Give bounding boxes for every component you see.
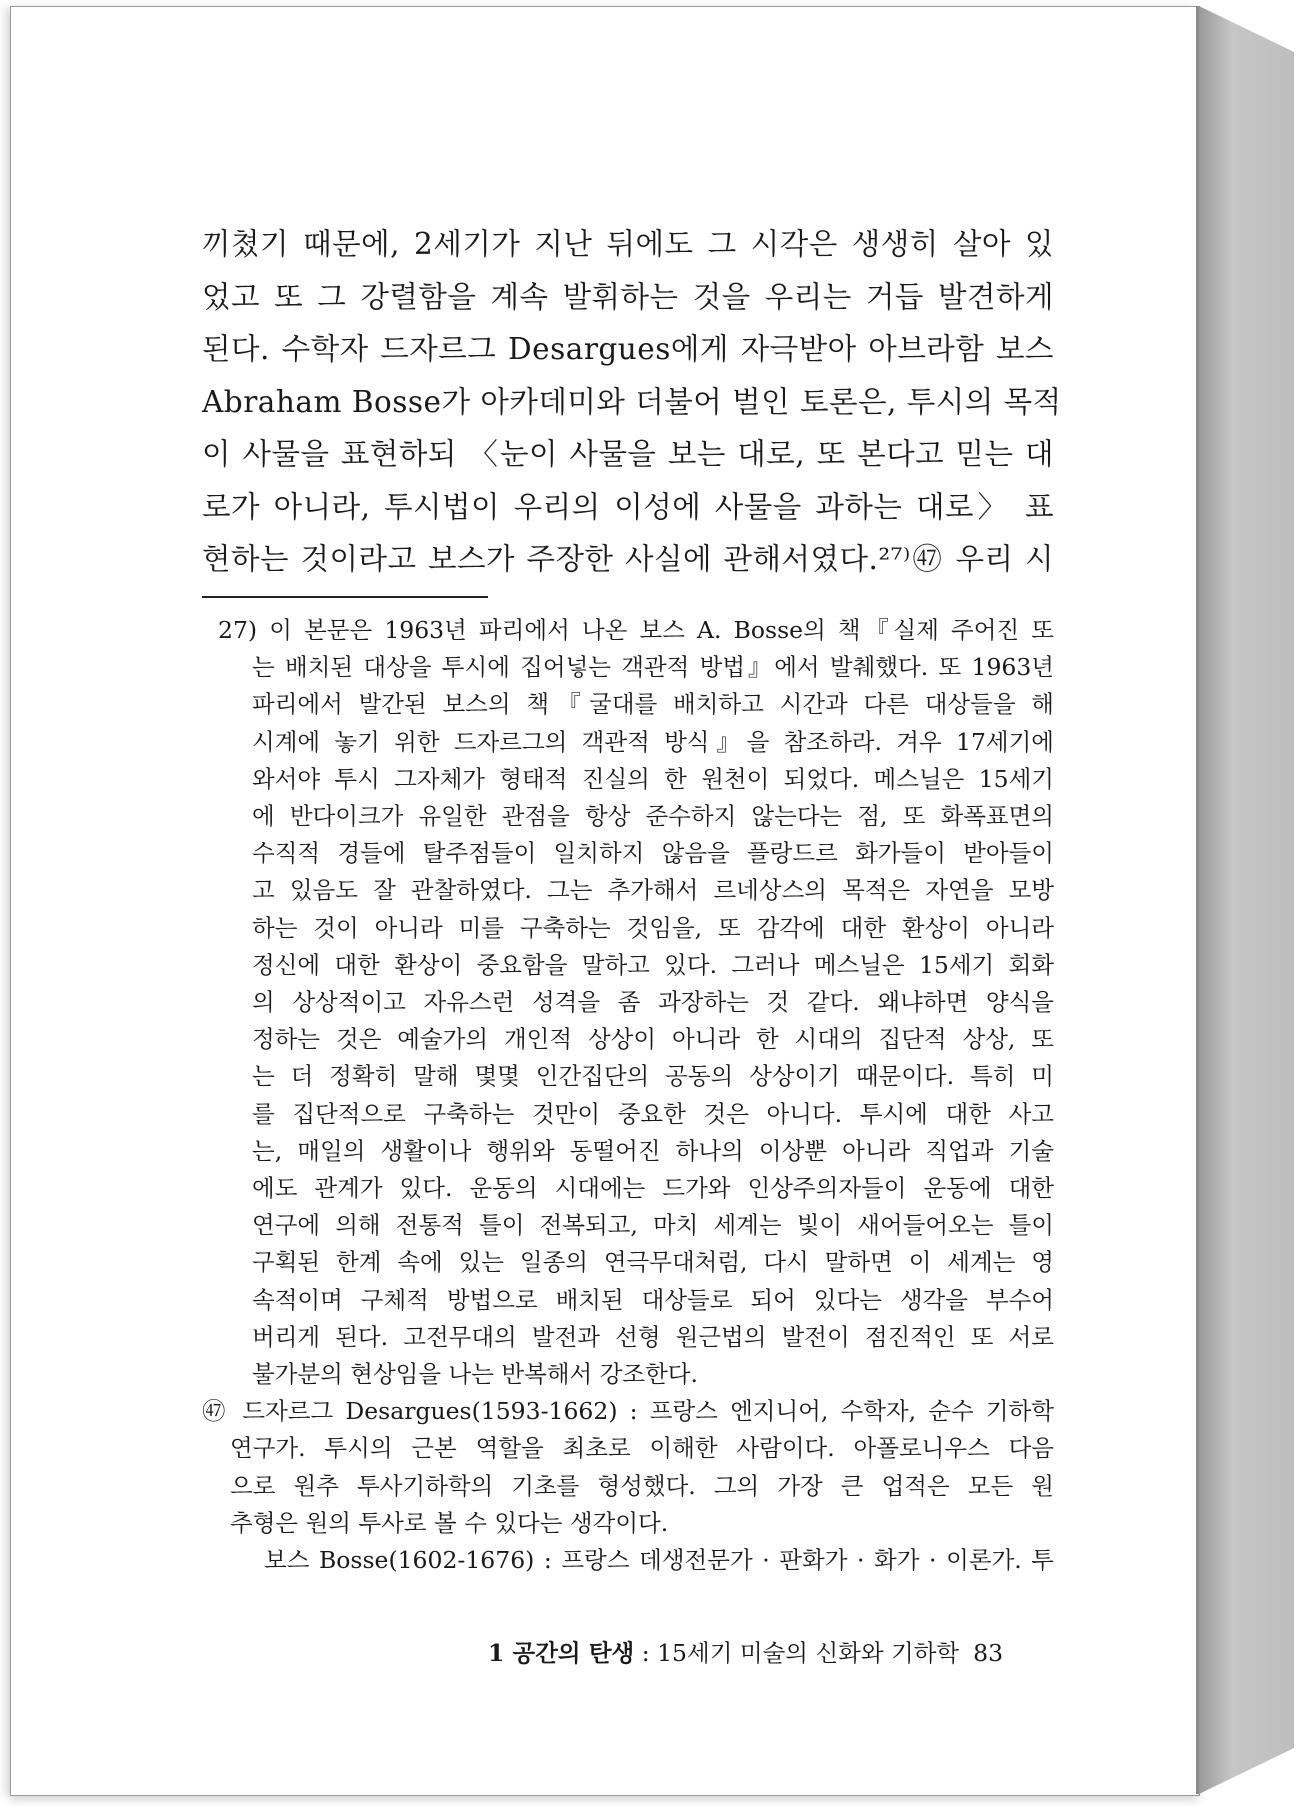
body-line-4: Abraham Bosse가 아카데미와 더불어 벌인 토론은, 투시의 목적 [202, 384, 1062, 419]
footnote-47 [202, 1393, 1054, 1542]
footnote-27-line-17: 연구에 의해 전통적 틀이 전복되고, 마치 세계는 빛이 새어들어오는 틀이 [252, 1211, 1054, 1240]
footnote-27-line-18: 구획된 한계 속에 있는 일종의 연극무대처럼, 다시 말하면 이 세계는 영 [252, 1248, 1054, 1277]
footnote-27-line-15: 는, 매일의 생활이나 행위와 동떨어진 하나의 이상뿐 아니라 직업과 기술 [252, 1136, 1054, 1165]
footnote-27-line-21: 불가분의 현상임을 나는 반복해서 강조한다. [252, 1360, 698, 1389]
body-line-7: 현하는 것이라고 보스가 주장한 사실에 관해서였다.²⁷⁾㊼ 우리 시 [202, 542, 1054, 576]
footnote-27-line-9: 하는 것이 아니라 미를 구축하는 것임을, 또 감각에 대한 환상이 아니라 [252, 913, 1054, 942]
book-page-stack-side [1199, 6, 1294, 1794]
footer-chapter-label: 1 공간의 탄생 [488, 1639, 635, 1667]
footnote-bosse [202, 1542, 1054, 1579]
footnote-27-line-19: 속적이며 구체적 방법으로 배치된 대상들로 되어 있다는 생각을 부수어 [252, 1285, 1054, 1314]
footnote-27-line-8: 고 있음도 잘 관찰하였다. 그는 추가해서 르네상스의 목적은 자연을 모방 [252, 876, 1054, 905]
footnote-47-line-3: 으로 원추 투사기하학의 기초를 형성했다. 그의 가장 큰 업적은 모든 원 [230, 1471, 1054, 1500]
footnote-27 [202, 612, 1054, 1393]
footnote-27-line-10: 정신에 대한 환상이 중요함을 말하고 있다. 그러나 메스닐은 15세기 회화 [252, 950, 1054, 979]
body-line-5: 이 사물을 표현하되 〈눈이 사물을 보는 대로, 또 본다고 믿는 대 [202, 437, 1054, 471]
body-line-1: 끼쳤기 때문에, 2세기가 지난 뒤에도 그 시각은 생생히 살아 있 [202, 227, 1054, 261]
running-footer [488, 1634, 1018, 1668]
page-number: 83 [973, 1639, 1004, 1667]
footnote-27-line-11: 의 상상적이고 자유스런 성격을 좀 과장하는 것 같다. 왜냐하면 양식을 [252, 988, 1054, 1017]
footnote-separator [202, 596, 488, 598]
footnote-27-line-4: 시계에 놓기 위한 드자르그의 객관적 방식』을 참조하라. 겨우 17세기에 [252, 727, 1054, 756]
footnote-47-line-1: ㊼ 드자르그 Desargues(1593-1662) : 프랑스 엔지니어, 수학자, 순수 기하학 [202, 1397, 1054, 1426]
footnote-47-line-2: 연구가. 투시의 근본 역할을 최초로 이해한 사람이다. 아폴로니우스 다음 [230, 1434, 1054, 1463]
footnote-27-line-16: 에도 관계가 있다. 운동의 시대에는 드가와 인상주의자들이 운동에 대한 [252, 1174, 1054, 1203]
footnote-27-line-1: 27) 이 본문은 1963년 파리에서 나온 보스 A. Bosse의 책『실제 주어진 또 [218, 616, 1054, 644]
footnote-27-line-5: 와서야 투시 그자체가 형태적 진실의 한 원천이 되었다. 메스닐은 15세기 [252, 764, 1054, 793]
footnote-27-line-14: 를 집단적으로 구축하는 것만이 중요한 것은 아니다. 투시에 대한 사고 [252, 1099, 1054, 1128]
footnote-27-line-6: 에 반다이크가 유일한 관점을 항상 준수하지 않는다는 점, 또 화폭표면의 [252, 802, 1054, 831]
footnote-27-line-20: 버리게 된다. 고전무대의 발전과 선형 원근법의 발전이 점진적인 또 서로 [252, 1322, 1054, 1351]
footnote-bosse-line: 보스 Bosse(1602-1676) : 프랑스 데생전문가 · 판화가 · 화가 · 이론가. 투 [264, 1546, 1054, 1575]
body-line-6: 로가 아니라, 투시법이 우리의 이성에 사물을 과하는 대로〉 표 [202, 489, 1054, 524]
footnotes [202, 612, 1054, 1579]
footnote-27-line-7: 수직적 경들에 탈주점들이 일치하지 않음을 플랑드르 화가들이 받아들이 [252, 839, 1054, 868]
body-line-2: 었고 또 그 강렬함을 계속 발휘하는 것을 우리는 거듭 발견하게 [202, 279, 1054, 314]
footer-subtitle: : 15세기 미술의 신화와 기하학 [634, 1639, 960, 1667]
main-body-text [202, 218, 1062, 586]
footnote-27-line-13: 는 더 정확히 말해 몇몇 인간집단의 공동의 상상이기 때문이다. 특히 미 [252, 1062, 1054, 1091]
body-line-3: 된다. 수학자 드자르그 Desargues에게 자극받아 아브라함 보스 [202, 332, 1054, 366]
footnote-27-line-12: 정하는 것은 예술가의 개인적 상상이 아니라 한 시대의 집단적 상상, 또 [252, 1025, 1054, 1054]
footnote-27-line-2: 는 배치된 대상을 투시에 집어넣는 객관적 방법』에서 발췌했다. 또 1963년 [252, 653, 1054, 682]
footnote-27-line-3: 파리에서 발간된 보스의 책『굴대를 배치하고 시간과 다른 대상들을 해 [252, 690, 1054, 719]
footnote-47-line-4: 추형은 원의 투사로 볼 수 있다는 생각이다. [230, 1508, 669, 1537]
